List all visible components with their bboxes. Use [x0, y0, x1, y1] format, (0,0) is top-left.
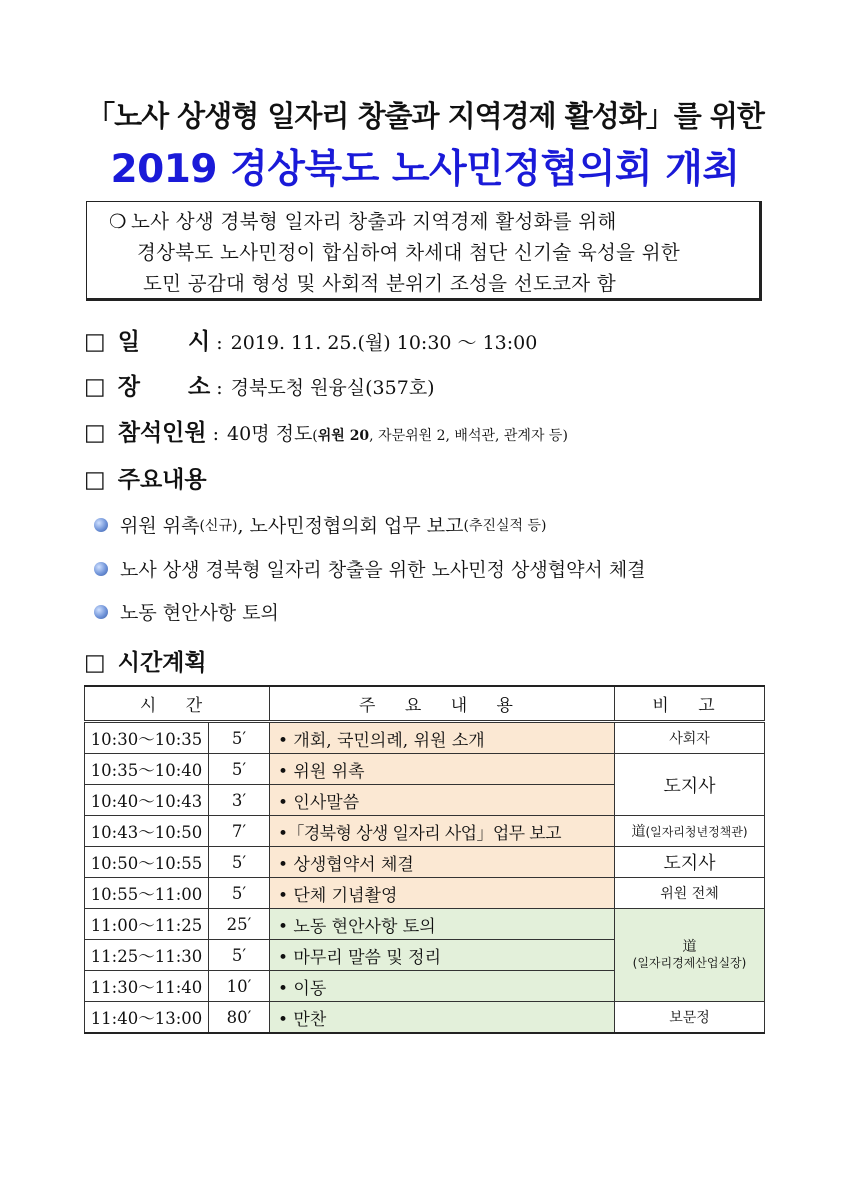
cell-note: 도지사: [615, 754, 765, 816]
cell-note: 위원 전체: [615, 878, 765, 909]
cell-time: 10:30～10:35: [85, 722, 209, 754]
cell-duration: 7′: [209, 816, 270, 847]
cell-time: 11:40～13:00: [85, 1002, 209, 1034]
cell-content: • 개회, 국민의례, 위원 소개: [270, 722, 615, 754]
info-colon: :: [216, 377, 223, 399]
note-main: 道: [682, 939, 697, 955]
cell-time: 11:30～11:40: [85, 971, 209, 1002]
info-attendees-value: 40명 정도: [227, 423, 313, 445]
cell-time: 10:55～11:00: [85, 878, 209, 909]
list-item: [94, 555, 646, 582]
info-attendees-detail: [312, 425, 568, 445]
cell-content: •「경북형 상생 일자리 사업」업무 보고: [270, 816, 615, 847]
cell-time: 11:00～11:25: [85, 909, 209, 940]
table-row: [85, 816, 765, 847]
note-main: 道: [631, 824, 646, 840]
summary-box: [86, 201, 762, 301]
detail-bold: 위원 20: [317, 428, 370, 444]
section-main-content: [84, 461, 207, 494]
cell-content: • 만찬: [270, 1002, 615, 1034]
info-place-label: 장 소: [117, 374, 211, 400]
list-item-text: 위원 위촉: [120, 515, 200, 537]
cell-note: 사회자: [615, 722, 765, 754]
list-item: [94, 598, 279, 625]
checkbox-square-icon: □: [84, 650, 106, 676]
list-item-small: (신규): [199, 517, 238, 534]
cell-duration: 80′: [209, 1002, 270, 1034]
cell-note: 도지사: [615, 847, 765, 878]
cell-time: 11:25～11:30: [85, 940, 209, 971]
bullet-dot-icon: [94, 605, 108, 619]
cell-duration: 5′: [209, 754, 270, 785]
table-row: [85, 909, 765, 940]
info-colon: :: [216, 332, 223, 354]
cell-duration: 3′: [209, 785, 270, 816]
column-header-time: 시 간: [85, 686, 270, 722]
summary-line-2: 경상북도 노사민정이 합심하여 차세대 첨단 신기술 육성을 위한: [137, 241, 681, 264]
cell-content: • 단체 기념촬영: [270, 878, 615, 909]
info-attendees: [84, 414, 568, 447]
list-item-text-2: , 노사민정협의회 업무 보고: [237, 515, 464, 537]
list-item: [94, 511, 547, 538]
cell-time: 10:50～10:55: [85, 847, 209, 878]
checkbox-square-icon: □: [84, 329, 106, 355]
cell-duration: 5′: [209, 878, 270, 909]
info-place-value: 경북도청 원융실(357호): [230, 377, 435, 399]
detail-rest: , 자문위원 2, 배석관, 관계자 등): [369, 428, 568, 444]
table-header-row: [85, 686, 765, 722]
title-line-2: 2019 경상북도 노사민정협의회 개최: [110, 147, 740, 192]
schedule-table: [84, 685, 765, 1034]
cell-content: • 이동: [270, 971, 615, 1002]
cell-time: 10:35～10:40: [85, 754, 209, 785]
cell-note: [615, 909, 765, 1002]
info-date-label: 일 시: [117, 329, 211, 355]
list-item-text: 노동 현안사항 토의: [120, 602, 279, 624]
list-item-small-2: (추진실적 등): [463, 517, 547, 534]
checkbox-square-icon: □: [84, 467, 106, 493]
column-header-note: 비 고: [615, 686, 765, 722]
table-row: [85, 1002, 765, 1034]
info-place: [84, 368, 435, 401]
cell-content: • 인사말씀: [270, 785, 615, 816]
info-attendees-label: 참석인원: [117, 420, 207, 446]
bullet-dot-icon: [94, 562, 108, 576]
list-item-text: 노사 상생 경북형 일자리 창출을 위한 노사민정 상생협약서 체결: [120, 559, 646, 581]
cell-duration: 10′: [209, 971, 270, 1002]
info-colon: :: [212, 423, 220, 445]
table-row: [85, 878, 765, 909]
checkbox-square-icon: □: [84, 420, 106, 446]
cell-note: 보문정: [615, 1002, 765, 1034]
checkbox-square-icon: □: [84, 374, 106, 400]
cell-content: • 상생협약서 체결: [270, 847, 615, 878]
title-line-1: 「노사 상생형 일자리 창출과 지역경제 활성화」를 위한: [86, 99, 764, 133]
cell-note: [615, 816, 765, 847]
section-main-content-title: 주요내용: [117, 467, 207, 493]
info-date-value: 2019. 11. 25.(월) 10:30 ～ 13:00: [230, 332, 538, 354]
section-schedule: [84, 644, 207, 677]
cell-time: 10:40～10:43: [85, 785, 209, 816]
cell-content: • 노동 현안사항 토의: [270, 909, 615, 940]
bullet-dot-icon: [94, 518, 108, 532]
cell-content: • 위원 위촉: [270, 754, 615, 785]
summary-line-3: 도민 공감대 형성 및 사회적 분위기 조성을 선도코자 함: [143, 272, 617, 295]
summary-line-1: 노사 상생 경북형 일자리 창출과 지역경제 활성화를 위해: [131, 210, 617, 233]
note-sub: (일자리경제산업실장): [632, 956, 747, 970]
cell-duration: 25′: [209, 909, 270, 940]
cell-duration: 5′: [209, 940, 270, 971]
circle-bullet-icon: ❍: [109, 210, 127, 233]
cell-duration: 5′: [209, 847, 270, 878]
cell-time: 10:43～10:50: [85, 816, 209, 847]
table-row: [85, 847, 765, 878]
detail-open: (: [312, 428, 318, 444]
note-sub: (일자리청년정책관): [645, 825, 748, 839]
cell-duration: 5′: [209, 722, 270, 754]
cell-content: • 마무리 말씀 및 정리: [270, 940, 615, 971]
table-row: [85, 754, 765, 785]
column-header-content: 주 요 내 용: [270, 686, 615, 722]
table-row: [85, 722, 765, 754]
info-date: [84, 323, 537, 356]
section-schedule-title: 시간계획: [117, 650, 207, 676]
